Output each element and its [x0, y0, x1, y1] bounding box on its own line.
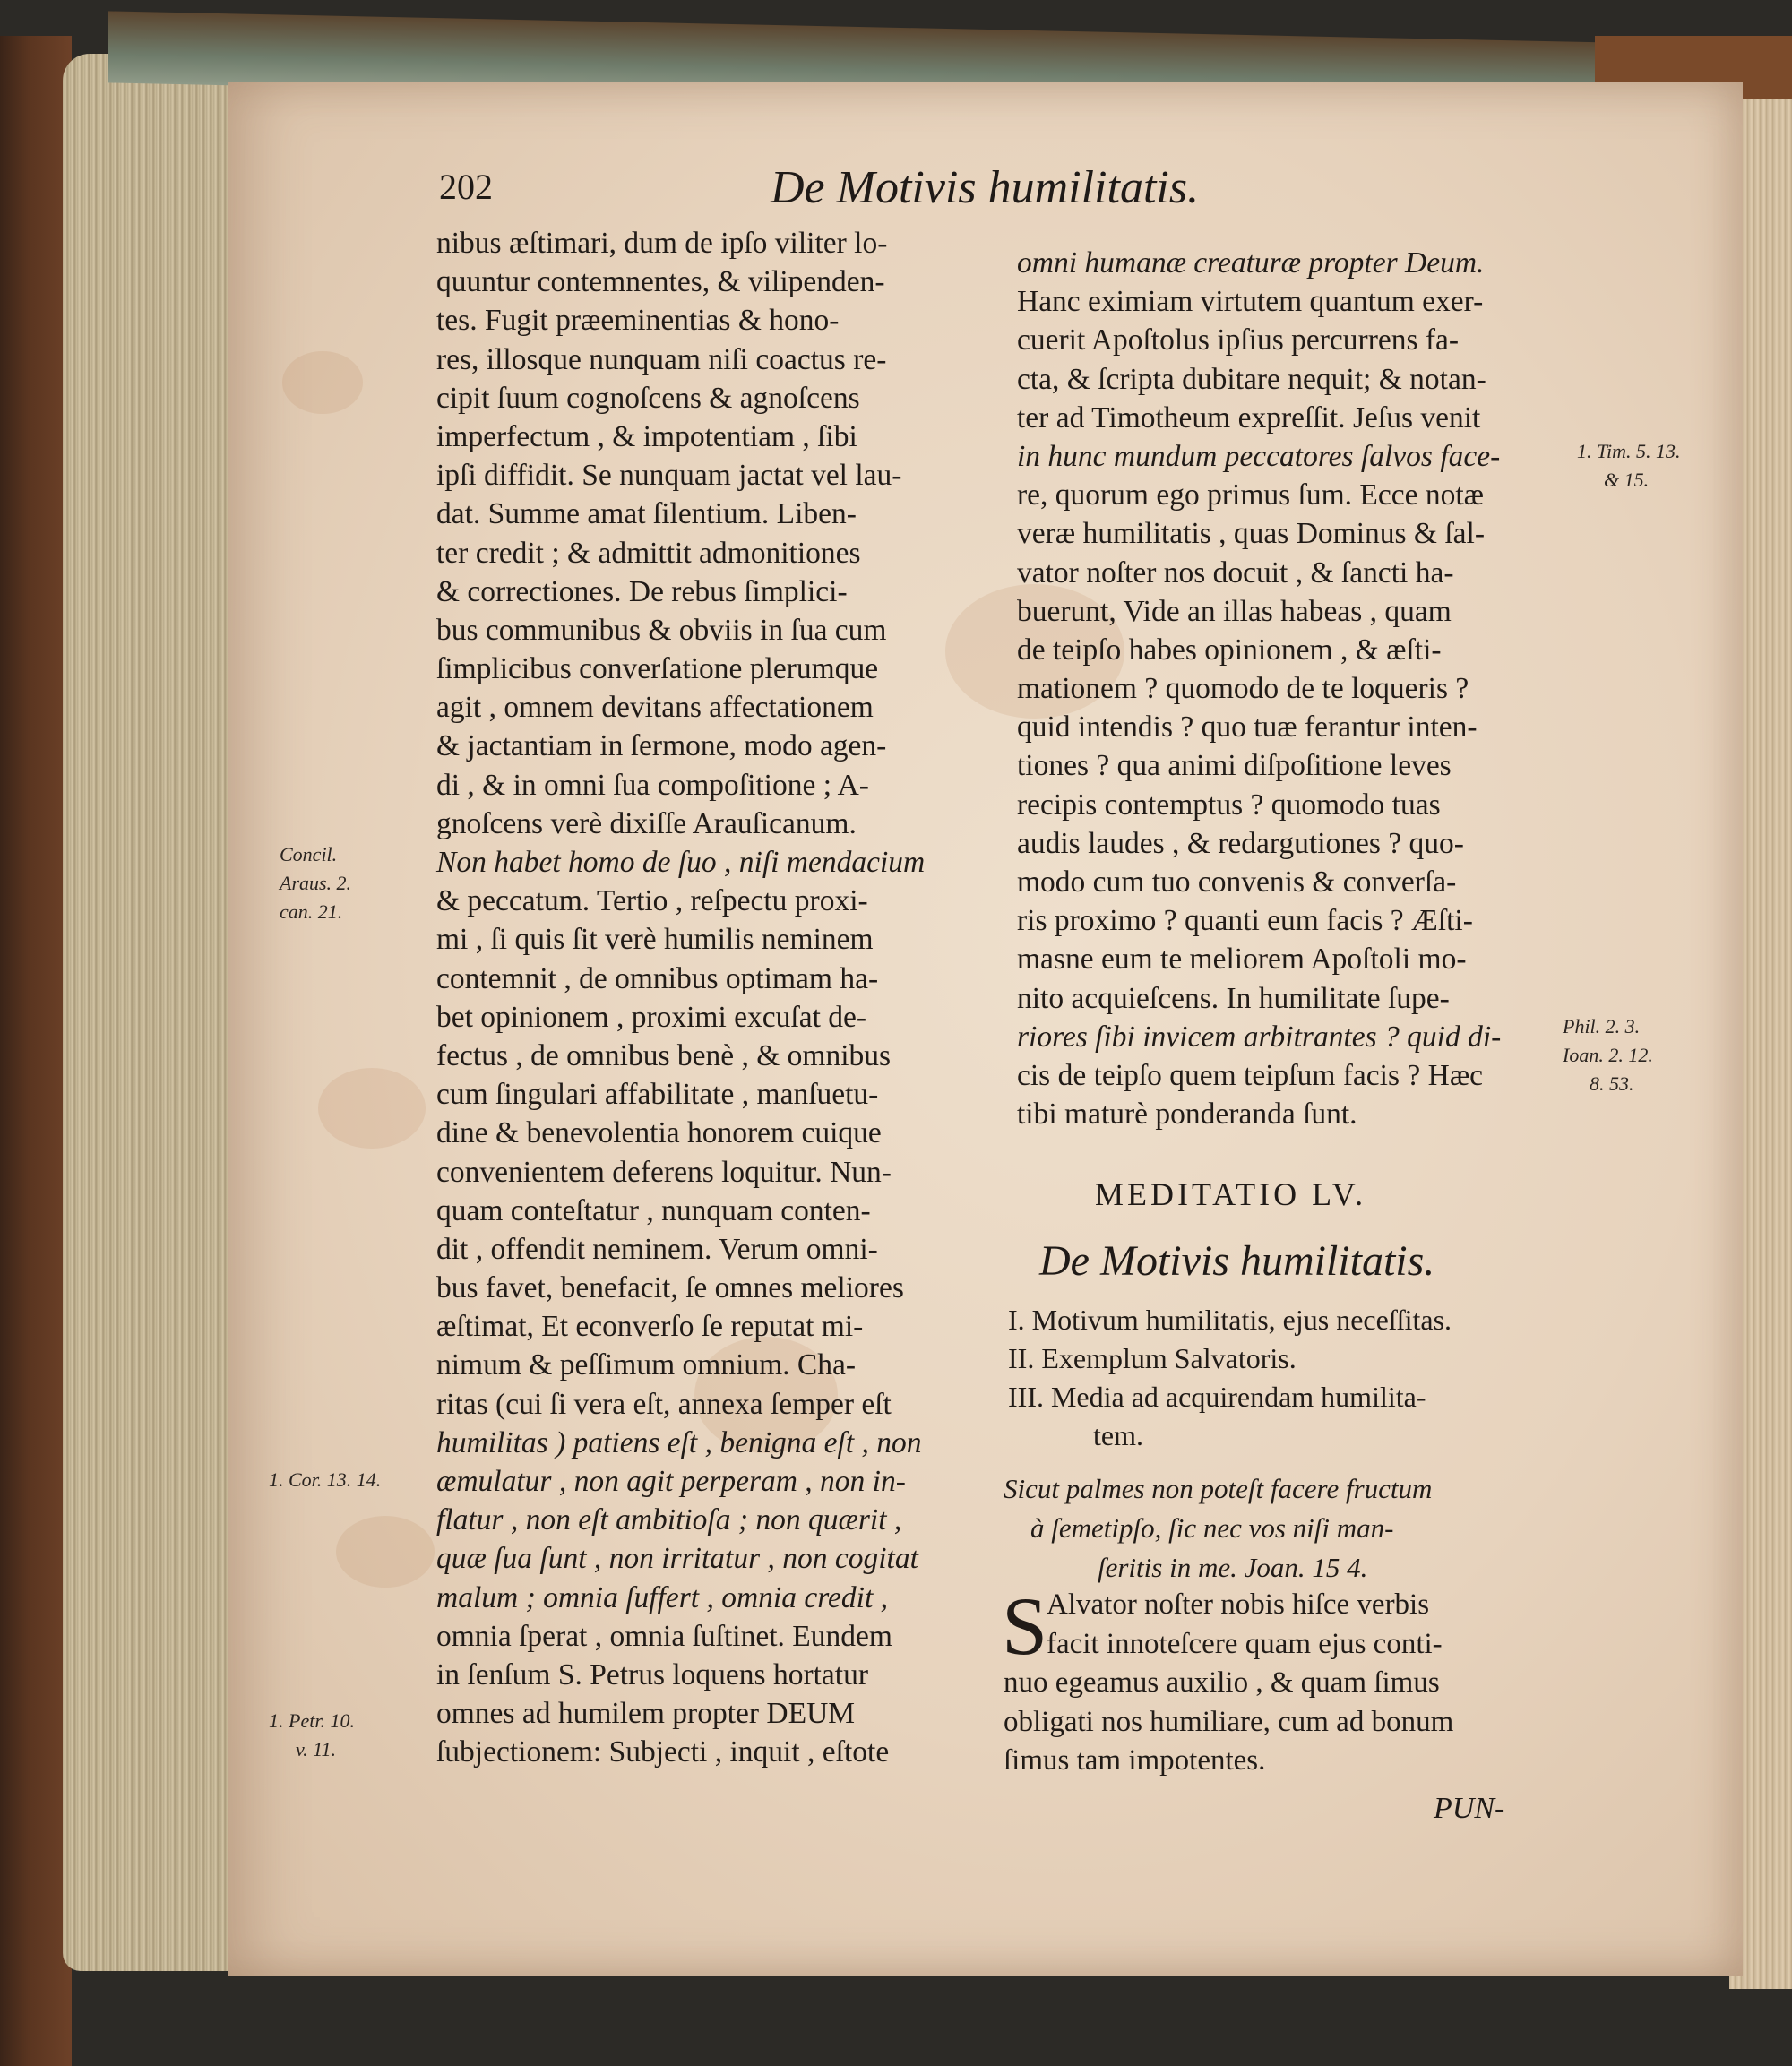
margin-note-phil: Phil. 2. 3. Ioan. 2. 12. 8. 53.	[1563, 1015, 1653, 1095]
right-line: recipis contemptus ? quomodo tuas	[1017, 788, 1441, 822]
right-line: vator noſter nos docuit , & ſancti ha-	[1017, 555, 1454, 590]
left-line: cum ſingulari affabilitate , manſuetu-	[436, 1078, 879, 1112]
right-line: mationem ? quomodo de te loqueris ?	[1017, 672, 1469, 706]
drop-cap: S	[1002, 1580, 1048, 1672]
paragraph-line: ſimus tam impotentes.	[1004, 1744, 1266, 1777]
left-line: ſubjectionem: Subjecti , inquit , eſtote	[436, 1735, 890, 1769]
left-line: ter credit ; & admittit admonitiones	[436, 536, 861, 570]
page-number: 202	[439, 167, 493, 207]
left-line: Non habet homo de ſuo , niſi mendacium	[436, 846, 926, 879]
left-line: in ſenſum S. Petrus loquens hortatur	[436, 1657, 868, 1692]
left-line: humilitas ) patiens eſt , benigna eſt , non	[436, 1425, 922, 1459]
right-line: re, quorum ego primus ſum. Ecce notæ	[1017, 478, 1485, 512]
right-line: cta, & ſcripta dubitare nequit; & notan-	[1017, 362, 1486, 396]
right-text-column	[1017, 244, 1577, 1133]
left-line: quam conteſtatur , nunquam conten-	[436, 1193, 871, 1227]
right-line: ris proximo ? quanti eum facis ? Æſti-	[1017, 904, 1473, 938]
left-line: & jactantiam in ſermone, modo agen-	[436, 729, 887, 763]
running-title: De Motivis humilitatis.	[771, 162, 1200, 213]
meditation-paragraph	[1002, 1580, 1454, 1781]
right-line: riores ſibi invicem arbitrantes ? quid di-	[1017, 1020, 1502, 1054]
left-line: tes. Fugit præeminentias & hono-	[436, 304, 840, 338]
paragraph-line: nuo egeamus auxilio , & quam ſimus	[1004, 1666, 1440, 1699]
paragraph-line: Alvator noſter nobis hiſce verbis	[1047, 1588, 1430, 1621]
motto-line: ſeritis in me. Joan. 15 4.	[1098, 1552, 1368, 1583]
left-line: res, illosque nunquam niſi coactus re-	[436, 342, 887, 376]
left-line: flatur , non eſt ambitioſa ; non quærit ,	[436, 1503, 902, 1537]
right-line: Hanc eximiam virtutem quantum exer-	[1017, 285, 1484, 319]
left-line: convenientem deferens loquitur. Nun-	[436, 1155, 892, 1189]
left-line: dat. Summe amat ſilentium. Liben-	[436, 497, 857, 531]
right-line: audis laudes , & redargutiones ? quo-	[1017, 826, 1464, 860]
meditation-point: III. Media ad acquirendam humilita-	[1008, 1381, 1426, 1413]
left-line: contemnit , de omnibus optimam ha-	[436, 961, 879, 995]
meditation-point: tem.	[1093, 1419, 1143, 1451]
left-line: nimum & peſſimum omnium. Cha-	[436, 1348, 857, 1382]
left-line: bus favet, benefacit, ſe omnes meliores	[436, 1271, 904, 1305]
right-line: ter ad Timotheum expreſſit. Jeſus venit	[1017, 400, 1481, 435]
right-line: cis de teipſo quem teipſum facis ? Hæc	[1017, 1058, 1484, 1092]
page-block-edges	[63, 54, 233, 1971]
left-line: omnia ſperat , omnia ſuſtinet. Eundem	[436, 1619, 892, 1653]
left-line: ritas (cui ſi vera eſt, annexa ſemper eſt	[436, 1387, 892, 1421]
left-line: æmulatur , non agit perperam , non in-	[436, 1465, 906, 1498]
right-line: modo cum tuo convenis & converſa-	[1017, 865, 1457, 899]
meditation-point: II. Exemplum Salvatoris.	[1008, 1342, 1297, 1374]
margin-note-tim: 1. Tim. 5. 13. & 15.	[1577, 440, 1681, 491]
right-line: tiones ? qua animi diſpoſitione leves	[1017, 749, 1452, 783]
right-line: cuerit Apoſtolus ipſius percurrens fa-	[1017, 323, 1460, 357]
motto-line: à ſemetipſo, ſic nec vos niſi man-	[1030, 1512, 1394, 1544]
left-line: ipſi diffidit. Se nunquam jactat vel lau-	[436, 459, 902, 493]
left-line: & peccatum. Tertio , reſpectu proxi-	[436, 884, 868, 918]
paragraph-line: obligati nos humiliare, cum ad bonum	[1004, 1705, 1454, 1738]
left-line: gnoſcens verè dixiſſe Arauſicanum.	[436, 806, 857, 840]
right-line: buerunt, Vide an illas habeas , quam	[1017, 594, 1452, 628]
scripture-motto	[1004, 1469, 1432, 1588]
paragraph-line: facit innoteſcere quam ejus conti-	[1047, 1627, 1443, 1660]
left-line: nibus æſtimari, dum de ipſo viliter lo-	[436, 227, 888, 260]
right-line: tibi maturè ponderanda ſunt.	[1017, 1098, 1357, 1132]
right-line: de teipſo habes opinionem , & æſti-	[1017, 633, 1442, 667]
meditation-point: I. Motivum humilitatis, ejus neceſſitas.	[1008, 1304, 1452, 1336]
right-line: veræ humilitatis , quas Dominus & ſal-	[1017, 517, 1485, 551]
left-cover-edge	[0, 36, 72, 2066]
left-line: agit , omnem devitans affectationem	[436, 691, 874, 725]
left-line: cipit ſuum cognoſcens & agnoſcens	[436, 381, 860, 415]
left-line: imperfectum , & impotentiam , ſibi	[436, 419, 857, 453]
left-line: bus communibus & obviis in ſua cum	[436, 613, 887, 647]
margin-note-cor: 1. Cor. 13. 14.	[269, 1468, 382, 1491]
motto-line: Sicut palmes non poteſt facere fructum	[1004, 1473, 1433, 1504]
right-line: nito acquieſcens. In humilitate ſupe-	[1017, 981, 1450, 1015]
left-line: quæ ſua ſunt , non irritatur , non cogitat	[436, 1542, 918, 1576]
catchword: PUN-	[1434, 1792, 1505, 1825]
left-line: mi , ſi quis ſit verè humilis neminem	[436, 923, 874, 957]
right-line: quid intendis ? quo tuæ ferantur inten-	[1017, 710, 1478, 745]
left-line: dine & benevolentia honorem cuique	[436, 1116, 882, 1150]
left-line: omnes ad humilem propter DEUM	[436, 1697, 856, 1731]
right-line: in hunc mundum peccatores ſalvos face-	[1017, 439, 1501, 473]
margin-note-concil: Concil. Araus. 2. can. 21.	[280, 843, 352, 923]
left-line: ſimplicibus converſatione plerumque	[436, 652, 879, 686]
meditation-heading: MEDITATIO LV.	[1095, 1176, 1367, 1212]
left-line: & correctiones. De rebus ſimplici-	[436, 574, 848, 608]
left-line: di , & in omni ſua compoſitione ; A-	[436, 768, 869, 802]
left-line: æſtimat, Et econverſo ſe reputat mi-	[436, 1310, 864, 1344]
left-text-column	[436, 224, 974, 1772]
left-line: quuntur contemnentes, & vilipenden-	[436, 265, 885, 299]
right-line: omni humanæ creaturæ propter Deum.	[1017, 246, 1485, 280]
meditation-points	[1008, 1301, 1452, 1455]
left-line: malum ; omnia ſuffert , omnia credit ,	[436, 1580, 889, 1614]
right-line: masne eum te meliorem Apoſtoli mo-	[1017, 943, 1467, 977]
left-line: fectus , de omnibus benè , & omnibus	[436, 1038, 892, 1072]
left-line: bet opinionem , proximi excuſat de-	[436, 1000, 867, 1034]
left-line: dit , offendit neminem. Verum omni-	[436, 1232, 878, 1266]
margin-note-petr: 1. Petr. 10. v. 11.	[269, 1709, 355, 1760]
meditation-title: De Motivis humilitatis.	[1039, 1237, 1435, 1285]
